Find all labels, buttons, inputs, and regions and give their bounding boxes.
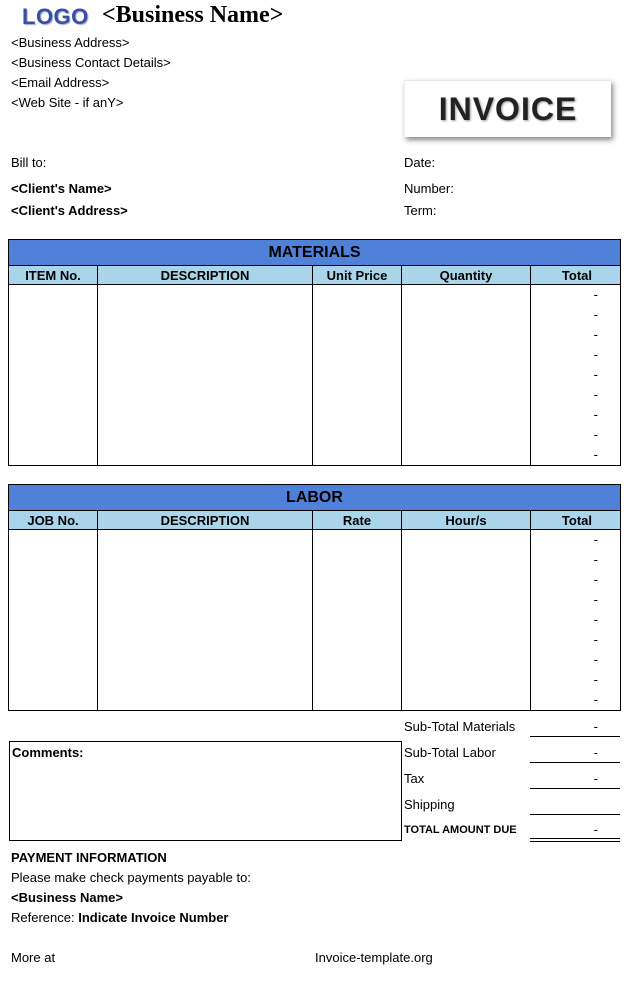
- business-name: <Business Name>: [102, 2, 284, 28]
- subtotal-materials-value: -: [593, 719, 598, 734]
- client-address: <Client's Address>: [11, 203, 128, 218]
- payment-reference: [11, 910, 228, 925]
- labor-total-value: -: [593, 692, 598, 707]
- business-website: <Web Site - if anY>: [11, 95, 124, 110]
- payment-reference-label: Reference:: [11, 910, 75, 925]
- labor-total-value: -: [593, 532, 598, 547]
- tax-line: [530, 788, 620, 789]
- labor-title: LABOR: [9, 485, 621, 511]
- materials-total-value: -: [593, 427, 599, 442]
- labor-rate-cell[interactable]: [313, 530, 402, 711]
- payment-payable-text: Please make check payments payable to:: [11, 870, 251, 885]
- labor-table: [8, 484, 621, 711]
- materials-col-quantity: Quantity: [402, 266, 531, 285]
- labor-total-value: -: [593, 592, 598, 607]
- materials-col-unit-price: Unit Price: [313, 266, 402, 285]
- labor-job-cell[interactable]: [9, 530, 98, 711]
- business-email: <Email Address>: [11, 75, 110, 90]
- business-contact: <Business Contact Details>: [11, 55, 171, 70]
- total-line-1: [530, 838, 620, 839]
- date-label: Date:: [404, 155, 436, 170]
- materials-total-cell: [531, 285, 621, 466]
- payment-title: PAYMENT INFORMATION: [11, 850, 167, 865]
- materials-col-item: ITEM No.: [9, 266, 98, 285]
- materials-description-cell[interactable]: [98, 285, 313, 466]
- labor-description-cell[interactable]: [98, 530, 313, 711]
- materials-table: [8, 239, 621, 466]
- labor-total-cell: [531, 530, 621, 711]
- subtotal-labor-value: -: [593, 745, 598, 760]
- invoice-title: INVOICE: [404, 80, 611, 137]
- labor-col-total: Total: [531, 511, 621, 530]
- business-address: <Business Address>: [11, 35, 130, 50]
- labor-total-value: -: [593, 672, 598, 687]
- labor-total-value: -: [593, 612, 598, 627]
- number-label: Number:: [404, 181, 454, 196]
- materials-col-description: DESCRIPTION: [98, 266, 313, 285]
- labor-col-hours: Hour/s: [402, 511, 531, 530]
- shipping-label: Shipping: [404, 797, 455, 812]
- subtotal-materials-line: [530, 736, 620, 737]
- labor-total-value: -: [593, 572, 598, 587]
- materials-total-value: -: [593, 307, 599, 322]
- total-amount-value: -: [593, 822, 598, 837]
- total-amount-label: TOTAL AMOUNT DUE: [404, 824, 517, 836]
- labor-total-value: -: [593, 552, 598, 567]
- labor-total-value: -: [593, 632, 598, 647]
- labor-col-description: DESCRIPTION: [98, 511, 313, 530]
- subtotal-labor-label: Sub-Total Labor: [404, 745, 496, 760]
- materials-total-value: -: [593, 327, 599, 342]
- logo: LOGO: [22, 4, 89, 29]
- subtotal-labor-line: [530, 762, 620, 763]
- materials-item-cell[interactable]: [9, 285, 98, 466]
- tax-value: -: [593, 771, 598, 786]
- materials-title: MATERIALS: [9, 240, 621, 266]
- materials-total-value: -: [593, 387, 599, 402]
- materials-total-value: -: [593, 347, 599, 362]
- payment-reference-value: Indicate Invoice Number: [78, 910, 229, 925]
- materials-unit-price-cell[interactable]: [313, 285, 402, 466]
- payment-business-name: <Business Name>: [11, 890, 124, 905]
- labor-col-job: JOB No.: [9, 511, 98, 530]
- materials-col-total: Total: [531, 266, 621, 285]
- materials-quantity-cell[interactable]: [402, 285, 531, 466]
- materials-total-value: -: [593, 287, 599, 302]
- footer-more-at: More at: [11, 950, 56, 965]
- footer-site-link[interactable]: Invoice-template.org: [315, 950, 433, 965]
- labor-hours-cell[interactable]: [402, 530, 531, 711]
- total-line-2: [530, 841, 620, 842]
- term-label: Term:: [404, 203, 437, 218]
- shipping-line: [530, 814, 620, 815]
- bill-to-label: Bill to:: [11, 155, 47, 170]
- comments-label: Comments:: [12, 745, 84, 760]
- client-name: <Client's Name>: [11, 181, 112, 196]
- materials-total-value: -: [593, 407, 599, 422]
- subtotal-materials-label: Sub-Total Materials: [404, 719, 516, 734]
- labor-col-rate: Rate: [313, 511, 402, 530]
- materials-total-value: -: [593, 367, 599, 382]
- comments-box[interactable]: [9, 741, 402, 841]
- labor-total-value: -: [593, 652, 598, 667]
- tax-label: Tax: [404, 771, 425, 786]
- materials-total-value: -: [593, 447, 599, 462]
